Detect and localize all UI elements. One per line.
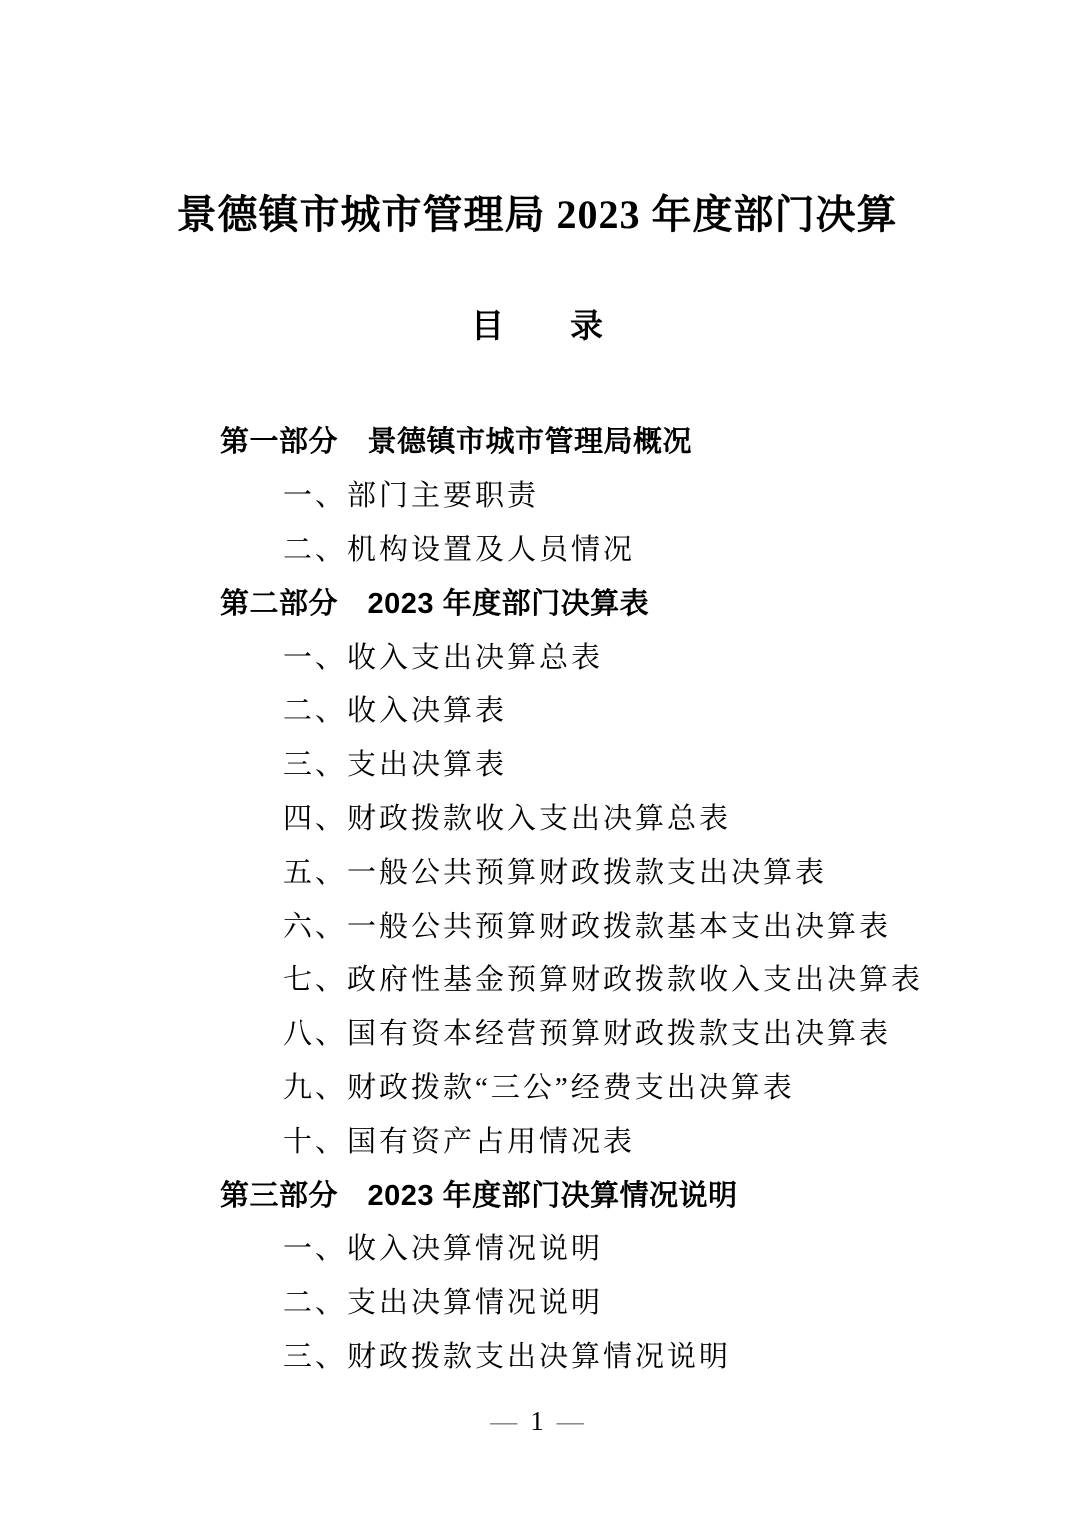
- toc-item: 三、财政拨款支出决算情况说明: [283, 1340, 732, 1373]
- toc-heading: 目 录: [471, 309, 603, 345]
- toc-item: 三、支出决算表: [283, 749, 508, 782]
- toc-part-heading: 第一部分 景德镇市城市管理局概况: [220, 426, 693, 459]
- toc-item: 二、收入决算表: [283, 695, 508, 728]
- page-footer: [0, 1404, 1074, 1438]
- toc-item: 二、机构设置及人员情况: [283, 533, 636, 566]
- toc-part-heading: 第二部分 2023 年度部门决算表: [220, 587, 650, 620]
- toc-list: [0, 413, 1074, 1381]
- toc-item: 七、政府性基金预算财政拨款收入支出决算表: [283, 964, 924, 997]
- footer-dash-right: —: [556, 1406, 584, 1436]
- toc-item: 十、国有资产占用情况表: [283, 1125, 636, 1158]
- toc-item: 四、财政拨款收入支出决算总表: [283, 802, 732, 835]
- toc-item: 六、一般公共预算财政拨款基本支出决算表: [283, 910, 892, 943]
- toc-item: 一、收入支出决算总表: [283, 641, 604, 674]
- toc-item: 八、国有资本经营预算财政拨款支出决算表: [283, 1018, 892, 1051]
- toc-item: 一、收入决算情况说明: [283, 1233, 604, 1266]
- page-number: 1: [530, 1406, 544, 1436]
- document-title: 景德镇市城市管理局 2023 年度部门决算: [176, 192, 898, 237]
- toc-item: 一、部门主要职责: [283, 480, 540, 513]
- toc-part-heading: 第三部分 2023 年度部门决算情况说明: [220, 1179, 738, 1212]
- toc-item: 五、一般公共预算财政拨款支出决算表: [283, 856, 828, 889]
- footer-dash-left: —: [490, 1406, 518, 1436]
- toc-item: 二、支出决算情况说明: [283, 1287, 604, 1320]
- toc-item: 九、财政拨款“三公”经费支出决算表: [283, 1071, 795, 1104]
